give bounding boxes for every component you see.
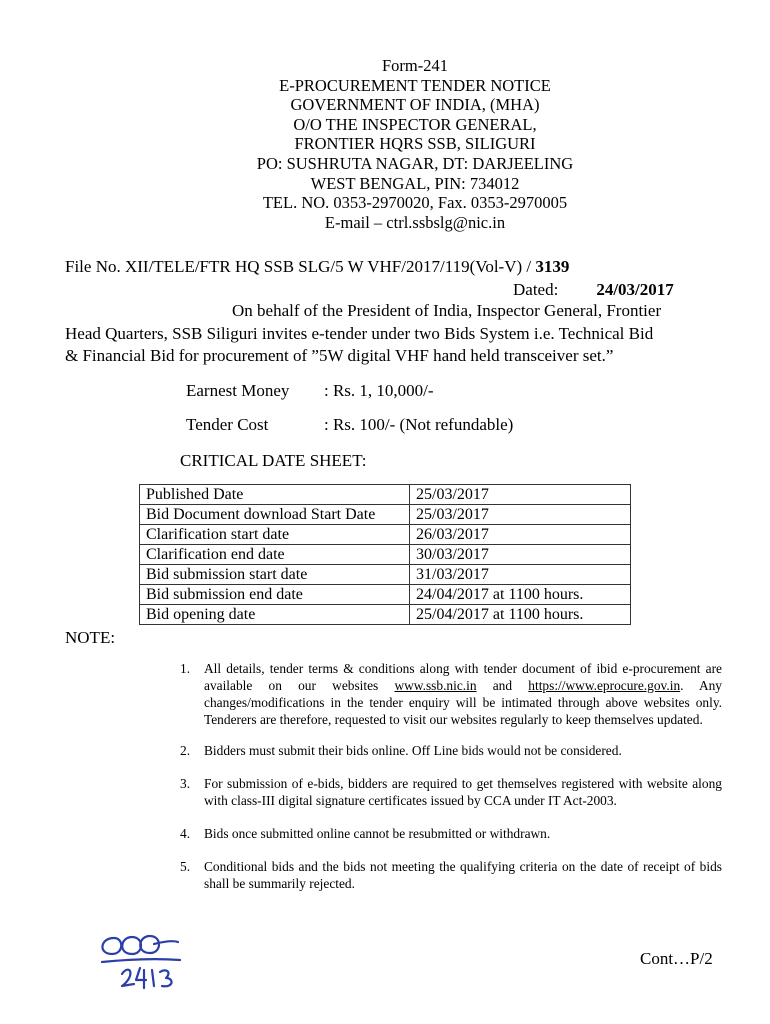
date-cell: 25/03/2017 [410,505,631,525]
date-cell: 26/03/2017 [410,525,631,545]
note-text: . Any changes/modifications in the tender enquiry will be intimated through above websites only. Tenderers are therefore, requested to visit our websites regularly to keep themselves updated. [204,678,723,727]
event-cell: Clarification start date [140,525,410,545]
list-item [180,660,722,728]
table-row [140,525,631,545]
intro-line: & Financial Bid for procurement of ”5W digital VHF hand held transceiver set.” [65,346,614,365]
file-number-prefix: File No. XII/TELE/FTR HQ SSB SLG/5 W VHF/2017/119(Vol-V) / [65,257,536,276]
tender-cost-label: Tender Cost [186,415,269,434]
continued-page-indicator: Cont…P/2 [640,949,713,968]
note-heading: NOTE: [65,628,116,647]
file-number-value: 3139 [535,257,570,276]
notice-title: E-PROCUREMENT TENDER NOTICE [279,75,551,95]
header-line: O/O THE INSPECTOR GENERAL, [293,114,537,134]
table-row [140,565,631,585]
event-cell: Bid opening date [140,605,410,625]
intro-line: On behalf of the President of India, Inspector General, Frontier [232,301,662,320]
letterhead [0,56,770,232]
table-row [140,545,631,565]
date-cell: 31/03/2017 [410,565,631,585]
table-row [140,485,631,505]
table-row [140,605,631,625]
date-cell: 25/04/2017 at 1100 hours. [410,605,631,625]
list-item [180,858,722,892]
form-number: Form-241 [382,56,448,75]
earnest-money-label: Earnest Money [186,381,290,400]
header-line: GOVERNMENT OF INDIA, (MHA) [290,95,540,115]
contact-line: TEL. NO. 0353-2970020, Fax. 0353-2970005 [262,193,568,213]
list-item-number: 1. [180,661,191,676]
note-text: Bids once submitted online cannot be resubmitted or withdrawn. [204,826,551,841]
note-text: All details, tender terms & conditions along with tender document of ibid e-procurement are available on our websites [204,661,722,693]
header-line: PO: SUSHRUTA NAGAR, DT: DARJEELING [256,153,574,173]
email-line: E-mail – ctrl.ssbslg@nic.in [324,212,506,232]
date-cell: 24/04/2017 at 1100 hours. [410,585,631,605]
list-item-number: 2. [180,743,191,758]
list-item [180,775,722,809]
dated-value: 24/03/2017 [596,280,674,299]
notes-list [180,660,722,892]
intro-paragraph [65,300,720,368]
list-item-number: 4. [180,826,191,841]
note-text: and [476,678,529,693]
critical-date-sheet-title: CRITICAL DATE SHEET: [180,451,367,470]
ssb-website-link[interactable]: www.ssb.nic.in [394,678,477,693]
event-cell: Bid submission start date [140,565,410,585]
eprocure-website-link[interactable]: https://www.eprocure.gov.in [528,678,681,693]
list-item-number: 5. [180,859,191,874]
dated [513,280,674,300]
table-row [140,585,631,605]
list-item [180,742,722,759]
header-line: FRONTIER HQRS SSB, SILIGURI [294,134,536,154]
date-cell: 30/03/2017 [410,545,631,565]
date-cell: 25/03/2017 [410,485,631,505]
event-cell: Bid submission end date [140,585,410,605]
list-item [180,825,722,842]
table-row [140,505,631,525]
event-cell: Clarification end date [140,545,410,565]
note-text: Bidders must submit their bids online. Off Line bids would not be considered. [204,743,622,758]
note-text: For submission of e-bids, bidders are required to get themselves registered with website along with class-III digital signature certificates issued by CCA under IT Act-2003. [204,776,722,808]
critical-date-table [139,484,631,625]
earnest-money-value: : Rs. 1, 10,000/- [324,381,434,400]
event-cell: Bid Document download Start Date [140,505,410,525]
earnest-money [186,381,434,401]
event-cell: Published Date [140,485,410,505]
tender-cost-value: : Rs. 100/- (Not refundable) [324,415,514,434]
handwritten-signature [92,924,212,994]
note-text: Conditional bids and the bids not meeting the qualifying criteria on the date of receipt of bids shall be summarily rejected. [204,859,722,891]
list-item-number: 3. [180,776,191,791]
dated-label: Dated: [513,280,559,299]
intro-line: Head Quarters, SSB Siliguri invites e-tender under two Bids System i.e. Technical Bid [65,323,654,343]
file-number [65,257,569,277]
header-line: WEST BENGAL, PIN: 734012 [310,173,520,193]
tender-cost [186,415,513,435]
